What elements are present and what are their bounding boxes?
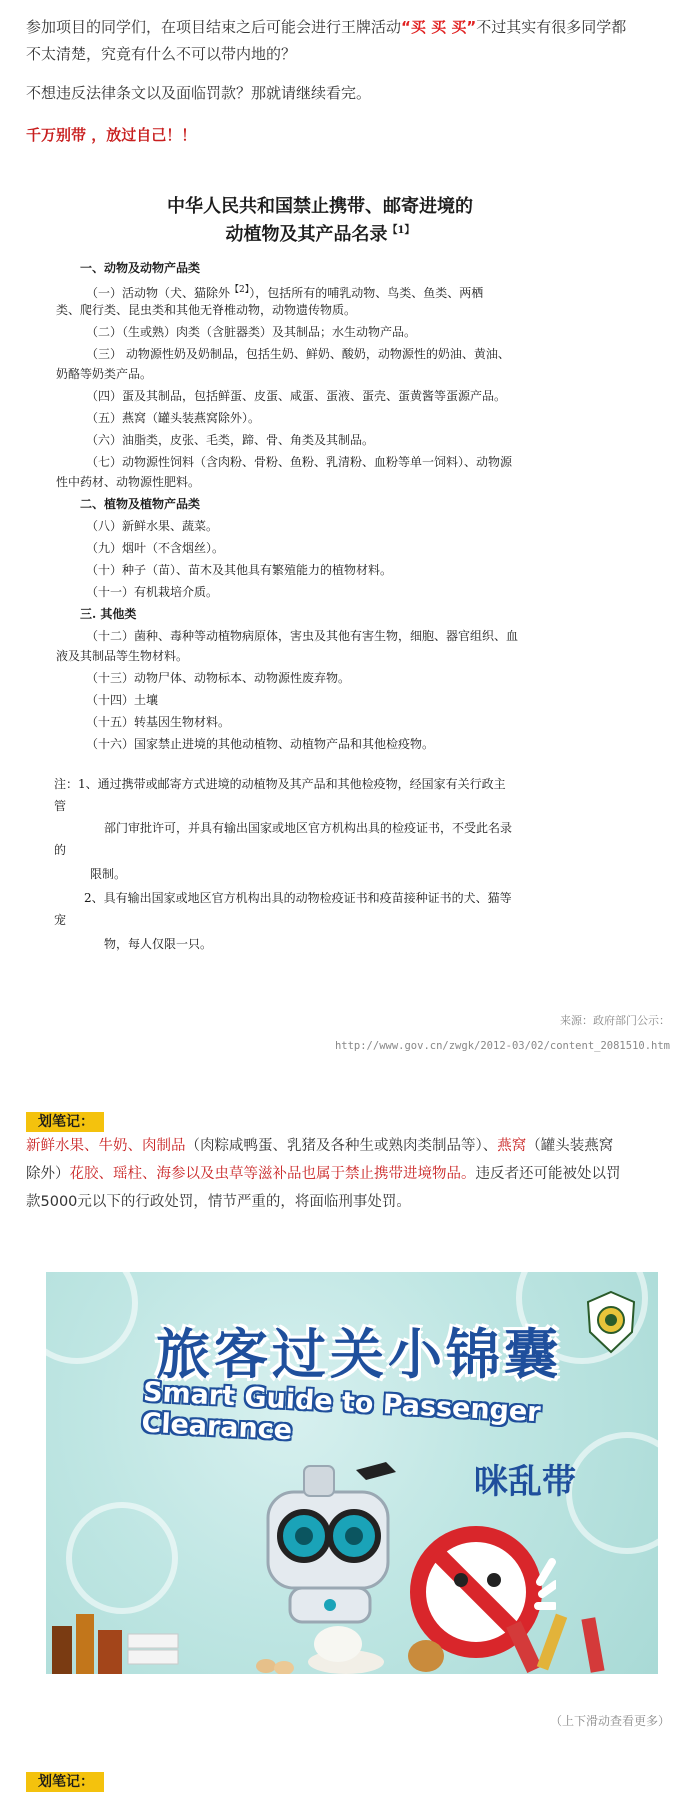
intro-line1-pre: 参加项目的同学们，在项目结束之后可能会进行王牌活动 — [26, 18, 402, 36]
doc-line: （十三）动物尸体、动物标本、动物源性废弃物。 — [86, 671, 351, 685]
doc-note-line: 的 — [54, 843, 67, 857]
banner-subtitle: Smart Guide to Passenger Clearance — [140, 1376, 542, 1447]
document-title2-text: 动植物及其产品名录 — [225, 224, 388, 245]
doc-line: 液及其制品等生物材料。 — [56, 649, 189, 663]
document-title-line2 — [60, 220, 580, 246]
doc-line: （六）油脂类，皮张、毛类，蹄、骨、角类及其制品。 — [86, 433, 375, 447]
doc-line-1a: （一）活动物（犬、猫除外 — [86, 286, 231, 300]
note-tag-2: 划笔记： — [26, 1772, 104, 1792]
doc-line: （十六）国家禁止进境的其他动植物、动植物产品和其他检疫物。 — [86, 737, 435, 751]
note1-red1: 新鲜水果、牛奶、肉制品 — [26, 1138, 186, 1154]
customs-guide-banner[interactable] — [46, 1272, 658, 1674]
doc-line: （五）燕窝（罐头装燕窝除外）。 — [86, 411, 261, 425]
doc-line: 奶酪等奶类产品。 — [56, 367, 153, 381]
note1-black5: 款5000元以下的行政处罚，情节严重的，将面临刑事处罚。 — [26, 1194, 411, 1210]
doc-note-line: 部门审批许可，并具有输出国家或地区官方机构出具的检疫证书，不受此名录 — [104, 821, 513, 835]
doc-line: （八）新鲜水果、蔬菜。 — [86, 519, 219, 533]
intro-line2: 不太清楚，究竟有什么不可以带内地的？ — [26, 45, 297, 63]
doc-line: （十四）土壤 — [86, 693, 159, 707]
intro-highlight: “买 买 买” — [401, 18, 477, 36]
doc-line: （四）蛋及其制品，包括鲜蛋、皮蛋、咸蛋、蛋液、蛋壳、蛋黄酱等蛋源产品。 — [86, 389, 507, 403]
doc-line: （七）动物源性饲料（含肉粉、骨粉、鱼粉、乳清粉、血粉等单一饲料）、动物源 — [86, 455, 513, 469]
doc-line: （十二）菌种、毒种等动植物病原体，害虫及其他有害生物，细胞、器官组织、血 — [86, 629, 519, 643]
scroll-hint: （上下滑动查看更多） — [549, 1714, 670, 1728]
source-label: 来源：政府部门公示： — [560, 1014, 670, 1027]
doc-section-1: 一、动物及动物产品类 — [80, 261, 201, 275]
doc-section-2: 二、植物及植物产品类 — [80, 497, 201, 511]
doc-line: （二）（生或熟）肉类（含脏器类）及其制品；水生动物产品。 — [86, 325, 417, 339]
doc-note-line: 注：1、通过携带或邮寄方式进境的动植物及其产品和其他检疫物，经国家有关行政主 — [54, 777, 506, 791]
note1-black1: （肉粽咸鸭蛋、乳猪及各种生或熟肉类制品等）、 — [185, 1138, 498, 1154]
prohibited-goods-illustration — [46, 1604, 658, 1674]
banner-title: 旅客过关小锦囊 — [156, 1322, 562, 1386]
note1-paragraph — [26, 1132, 678, 1216]
doc-note-line: 物，每人仅限一只。 — [104, 937, 213, 951]
note-tag: 划笔记： — [26, 1112, 104, 1132]
bg-ring — [66, 1502, 178, 1614]
doc-line-1-note: 【2】 — [230, 285, 250, 295]
doc-note-line: 2、具有输出国家或地区官方机构出具的动物检疫证书和疫苗接种证书的犬、猫等 — [84, 891, 512, 905]
doc-line: （十一）有机栽培介质。 — [86, 585, 219, 599]
warning-text: 千万别带 ，放过自己！！ — [26, 126, 197, 144]
note1-red2: 燕窝 — [497, 1138, 527, 1154]
doc-note-line: 限制。 — [90, 867, 127, 881]
intro-paragraph — [26, 14, 678, 68]
banner-no-bring-text: 咪乱带 — [474, 1462, 576, 1502]
doc-line: 性中药材、动物源性肥料。 — [56, 475, 201, 489]
doc-line: （九）烟叶（不含烟丝）。 — [86, 541, 225, 555]
source-url[interactable]: http://www.gov.cn/zwgk/2012-03/02/content_2081510.htm — [334, 1040, 670, 1052]
bg-ring — [46, 1272, 138, 1364]
document-title-line1: 中华人民共和国禁止携带、邮寄进境的 — [167, 196, 473, 217]
doc-section-3: 三. 其他类 — [80, 607, 137, 621]
note1-black4: 违反者还可能被处以罚 — [475, 1166, 621, 1182]
note1-red3: 花胶、瑶柱、海参以及虫草等滋补品也属于禁止携带进境物品。 — [69, 1166, 476, 1182]
doc-line-1b: ），包括所有的哺乳动物、鸟类、鱼类、两栖 — [249, 286, 484, 300]
document-title2-note: 【1】 — [387, 225, 415, 236]
doc-line: （十）种子（苗）、苗木及其他具有繁殖能力的植物材料。 — [86, 563, 393, 577]
intro-line1-post: 不过其实有很多同学都 — [476, 18, 627, 36]
doc-note-line: 管 — [54, 799, 67, 813]
doc-note-line: 宠 — [54, 913, 67, 927]
doc-line: （三） 动物源性奶及奶制品，包括生奶、鲜奶、酸奶，动物源性的奶油、黄油、 — [86, 347, 510, 361]
doc-line: 类、爬行类、昆虫类和其他无脊椎动物，动物遗传物质。 — [56, 303, 357, 317]
intro-line3: 不想违反法律条文以及面临罚款？那就请继续看完。 — [26, 84, 372, 102]
note1-black3: 除外） — [26, 1166, 70, 1182]
customs-badge-icon — [584, 1290, 638, 1354]
doc-line: （十五）转基因生物材料。 — [86, 715, 231, 729]
note1-black2: （罐头装燕窝 — [526, 1138, 614, 1154]
